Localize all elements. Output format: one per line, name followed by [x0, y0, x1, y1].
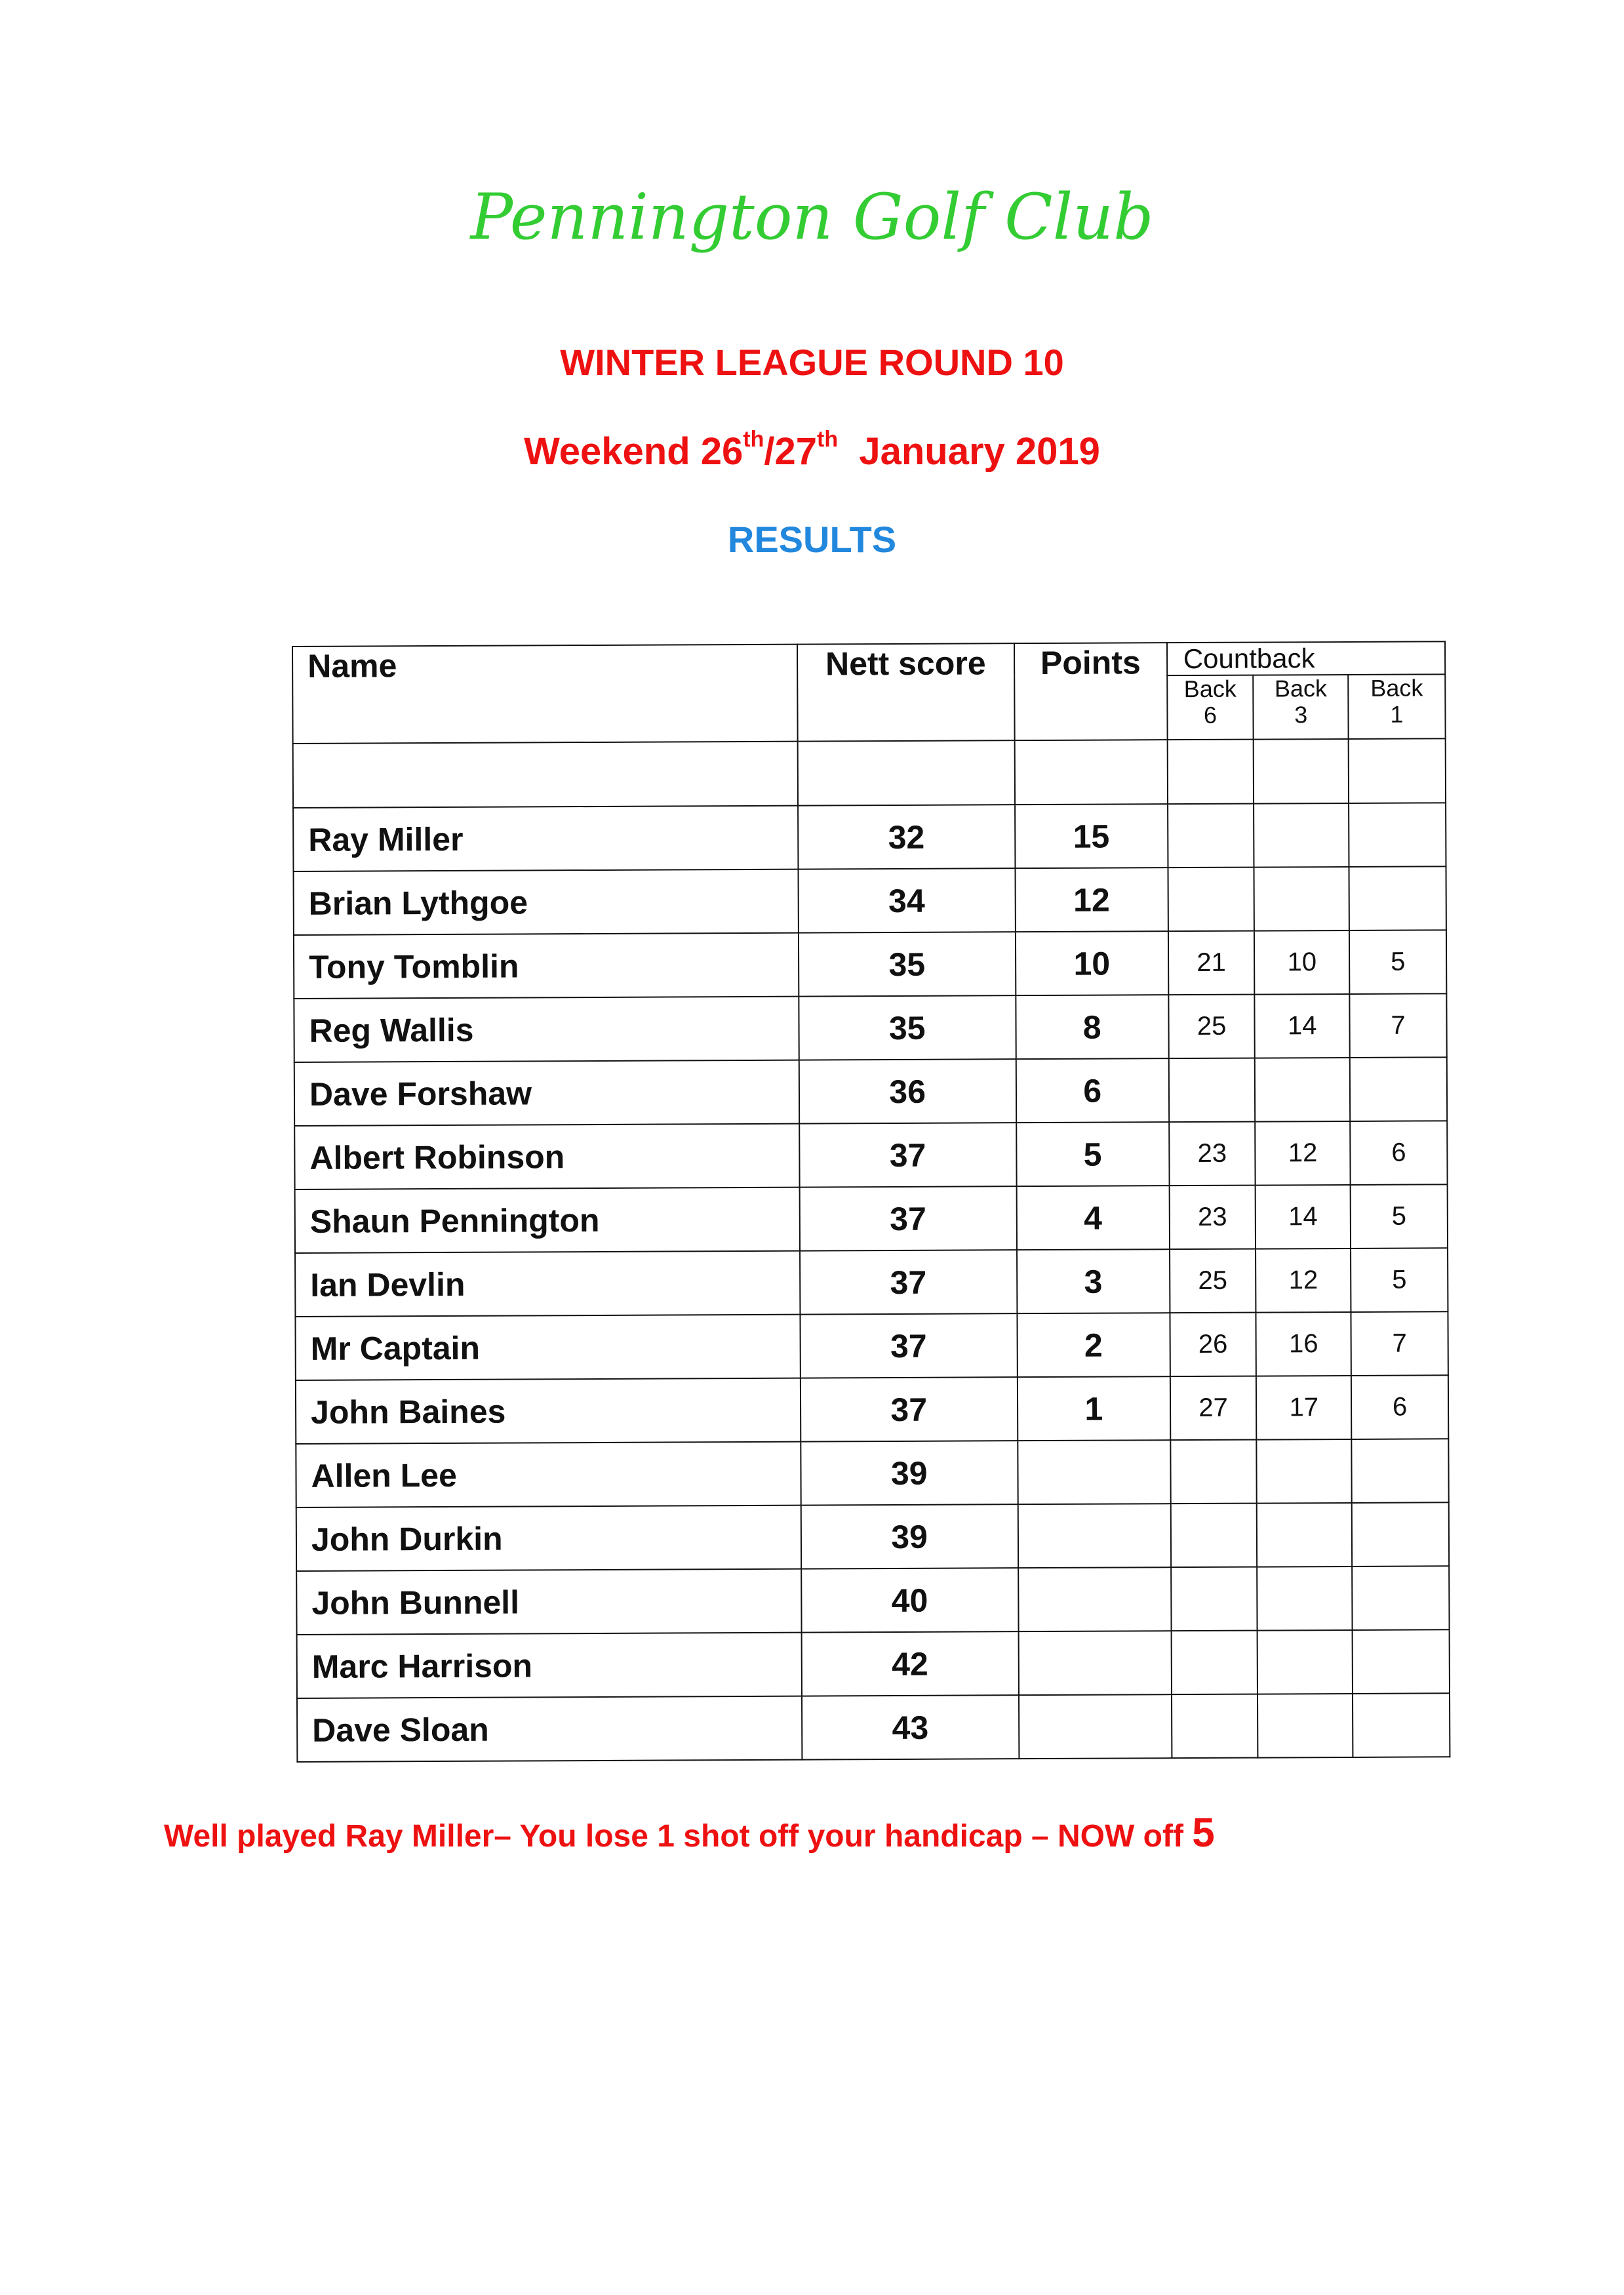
countback-back-3-cell: 14 [1255, 994, 1350, 1058]
nett-score-cell: 37 [799, 1186, 1017, 1250]
nett-score-cell: 43 [802, 1695, 1020, 1759]
table-header-row [292, 641, 1445, 679]
countback-back-6-cell: 25 [1170, 1249, 1256, 1313]
countback-back-6-cell: 25 [1168, 995, 1255, 1059]
spacer-cell [1014, 740, 1167, 805]
countback-back-3-cell [1254, 803, 1349, 868]
countback-back-3-cell [1257, 1439, 1352, 1504]
countback-back-6-cell [1168, 868, 1254, 932]
table-row [294, 1121, 1447, 1189]
countback-back-1-cell: 7 [1351, 1311, 1448, 1376]
countback-back-3-cell [1258, 1630, 1353, 1694]
header-back-6-line2: 6 [1203, 701, 1218, 728]
header-back-3-line1: Back [1274, 675, 1328, 702]
points-cell: 15 [1015, 804, 1168, 868]
round-title: WINTER LEAGUE ROUND 10 [560, 342, 1064, 383]
table-row [296, 1375, 1448, 1444]
table-row [295, 1311, 1448, 1380]
points-cell [1018, 1631, 1171, 1695]
countback-back-1-cell: 6 [1351, 1375, 1448, 1439]
club-name: Pennington Golf Club [470, 180, 1154, 254]
nett-score-cell: 34 [798, 868, 1016, 932]
player-name-cell: John Bunnell [296, 1569, 801, 1635]
countback-back-3-cell [1254, 867, 1349, 931]
spacer-cell [1349, 738, 1446, 803]
countback-back-6-cell: 27 [1170, 1376, 1257, 1441]
player-name-cell: Tony Tomblin [294, 933, 799, 999]
countback-back-6-cell: 23 [1169, 1122, 1256, 1186]
player-name-cell: Marc Harrison [297, 1633, 802, 1698]
weekend-sup-2: th [817, 427, 839, 452]
countback-back-6-cell [1168, 1058, 1255, 1123]
countback-back-3-cell: 17 [1256, 1376, 1351, 1440]
header-nett-score: Nett score [797, 643, 1015, 741]
footer-handicap: 5 [1192, 1810, 1215, 1856]
weekend-middle: /27 [764, 430, 818, 473]
weekend-prefix: Weekend 26 [524, 430, 743, 473]
player-name-cell: Brian Lythgoe [294, 869, 799, 935]
countback-back-1-cell [1352, 1502, 1449, 1567]
countback-back-3-cell: 12 [1255, 1121, 1350, 1186]
countback-back-6-cell: 21 [1168, 931, 1255, 995]
points-cell: 3 [1017, 1249, 1170, 1313]
countback-back-1-cell [1353, 1693, 1450, 1757]
points-cell: 1 [1018, 1376, 1170, 1441]
countback-back-1-cell [1352, 1566, 1449, 1630]
nett-score-cell: 36 [799, 1059, 1016, 1123]
table-row [294, 866, 1446, 935]
table-row [294, 930, 1446, 999]
nett-score-cell: 32 [798, 805, 1016, 869]
header-back-3-line2: 3 [1294, 701, 1308, 728]
table-row [294, 1057, 1447, 1126]
spacer-cell [1254, 739, 1349, 804]
nett-score-cell: 39 [801, 1504, 1018, 1568]
nett-score-cell: 37 [800, 1250, 1018, 1314]
countback-back-1-cell [1350, 1057, 1447, 1121]
countback-back-6-cell [1172, 1694, 1258, 1759]
nett-score-cell: 35 [799, 932, 1016, 996]
table-row [295, 1184, 1448, 1253]
spacer-cell [1167, 740, 1254, 805]
table-row [297, 1693, 1450, 1762]
countback-back-1-cell [1353, 1629, 1450, 1694]
countback-back-6-cell [1168, 804, 1254, 868]
header-back-3 [1254, 675, 1349, 740]
player-name-cell: Shaun Pennington [295, 1187, 800, 1253]
player-name-cell: Albert Robinson [294, 1124, 799, 1189]
header-back-1-line1: Back [1370, 674, 1423, 702]
countback-back-3-cell [1258, 1694, 1353, 1758]
countback-back-3-cell [1257, 1503, 1352, 1567]
nett-score-cell: 42 [801, 1631, 1019, 1696]
results-table [292, 641, 1450, 1763]
points-cell [1019, 1694, 1172, 1759]
table-row [295, 1248, 1448, 1317]
countback-back-3-cell [1257, 1567, 1352, 1631]
countback-back-1-cell [1349, 803, 1446, 867]
countback-back-1-cell [1349, 866, 1446, 930]
player-name-cell: Dave Forshaw [294, 1060, 799, 1126]
countback-back-6-cell [1170, 1440, 1257, 1504]
points-cell: 12 [1015, 868, 1168, 932]
points-cell [1018, 1504, 1170, 1568]
countback-back-1-cell: 5 [1351, 1248, 1448, 1312]
header-back-6-line1: Back [1183, 675, 1237, 703]
countback-back-1-cell: 7 [1349, 993, 1446, 1058]
header-back-6 [1167, 675, 1254, 740]
countback-back-3-cell: 14 [1256, 1185, 1351, 1249]
player-name-cell: John Durkin [296, 1506, 801, 1571]
countback-back-3-cell: 16 [1256, 1312, 1351, 1376]
header-back-1-line2: 1 [1390, 700, 1404, 728]
countback-back-6-cell [1171, 1567, 1258, 1631]
weekend-suffix: January 2019 [838, 430, 1100, 473]
points-cell: 10 [1016, 931, 1168, 995]
countback-back-1-cell [1351, 1439, 1448, 1503]
spacer-cell [797, 740, 1015, 805]
points-cell [1018, 1567, 1171, 1631]
points-cell: 4 [1016, 1186, 1169, 1250]
results-heading: RESULTS [727, 519, 897, 560]
points-cell: 8 [1016, 995, 1168, 1059]
weekend-sup-1: th [743, 427, 764, 452]
player-name-cell: John Baines [296, 1378, 801, 1444]
nett-score-cell: 37 [800, 1313, 1018, 1378]
countback-back-1-cell: 6 [1350, 1121, 1447, 1185]
table-row [294, 993, 1446, 1062]
countback-back-3-cell: 10 [1254, 930, 1349, 995]
points-cell: 2 [1017, 1313, 1170, 1377]
countback-back-3-cell: 12 [1256, 1248, 1351, 1313]
nett-score-cell: 35 [799, 995, 1016, 1060]
nett-score-cell: 37 [800, 1377, 1018, 1441]
nett-score-cell: 40 [801, 1568, 1019, 1632]
table-row [297, 1629, 1450, 1698]
player-name-cell: Reg Wallis [294, 997, 799, 1062]
countback-back-6-cell: 26 [1170, 1313, 1256, 1377]
footer-note [164, 1810, 1215, 1856]
spacer-row [293, 738, 1446, 808]
header-back-1 [1348, 674, 1445, 739]
footer-text: Well played Ray Miller– You lose 1 shot off your handicap – NOW off [164, 1819, 1193, 1854]
countback-back-6-cell [1171, 1631, 1258, 1695]
header-points: Points [1014, 643, 1168, 740]
results-body [293, 738, 1450, 1762]
points-cell [1018, 1440, 1170, 1504]
countback-back-1-cell: 5 [1349, 930, 1446, 994]
player-name-cell: Dave Sloan [297, 1696, 802, 1762]
table-row [296, 1502, 1449, 1571]
weekend-date [0, 429, 1624, 473]
player-name-cell: Mr Captain [295, 1315, 800, 1380]
nett-score-cell: 39 [801, 1441, 1018, 1505]
player-name-cell: Allen Lee [296, 1442, 801, 1507]
header-name: Name [292, 645, 797, 744]
table-row [296, 1439, 1448, 1507]
points-cell: 5 [1016, 1122, 1169, 1186]
countback-back-3-cell [1255, 1058, 1350, 1122]
spacer-cell [293, 742, 798, 808]
header-countback: Countback [1167, 641, 1446, 675]
table-row [296, 1566, 1449, 1635]
countback-back-6-cell [1170, 1504, 1257, 1568]
player-name-cell: Ray Miller [293, 806, 798, 871]
countback-back-6-cell: 23 [1169, 1186, 1256, 1250]
points-cell: 6 [1016, 1058, 1169, 1123]
countback-back-1-cell: 5 [1351, 1184, 1448, 1248]
player-name-cell: Ian Devlin [295, 1251, 800, 1317]
table-row [293, 803, 1446, 871]
nett-score-cell: 37 [799, 1123, 1017, 1187]
